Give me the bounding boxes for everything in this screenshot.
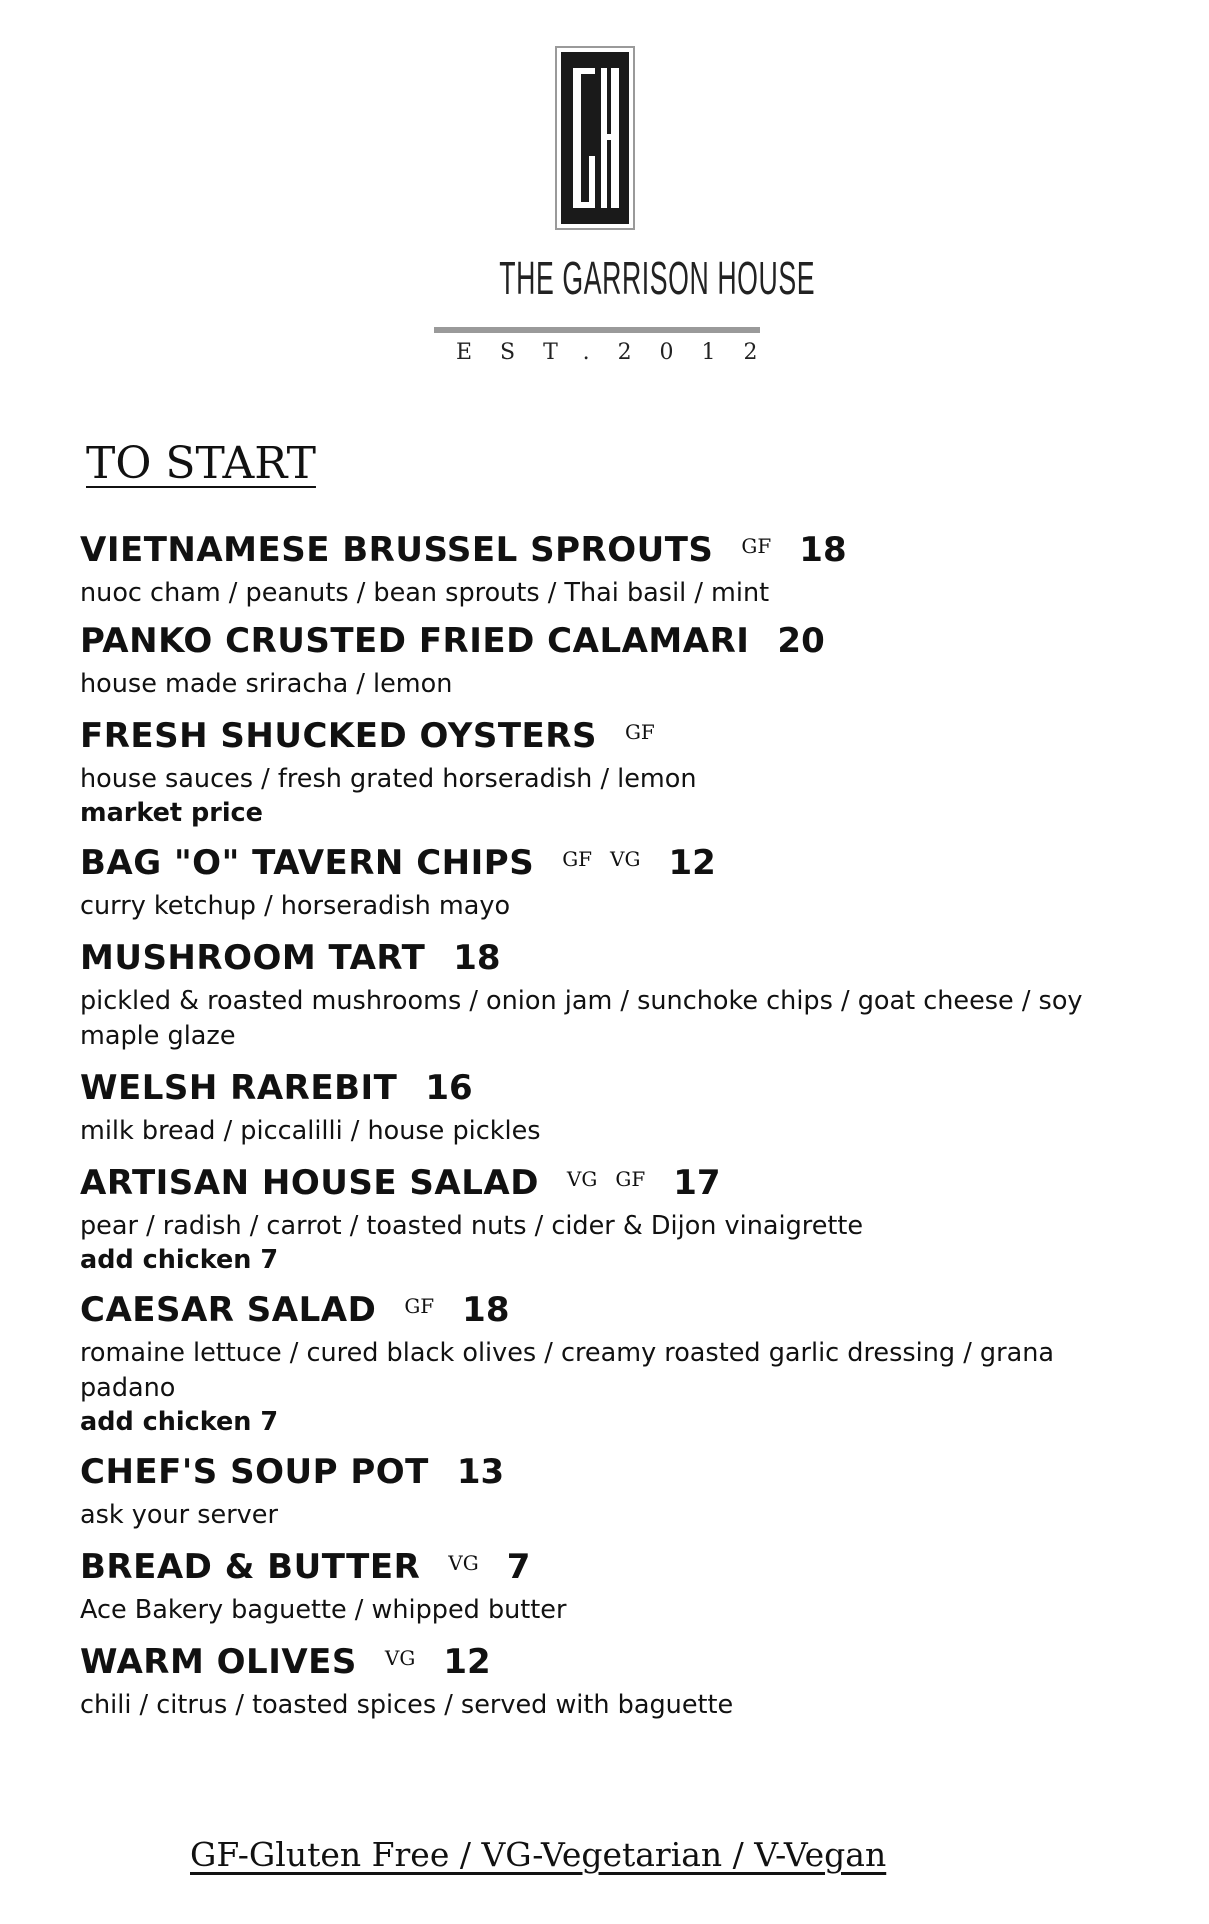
item-price: 17 xyxy=(673,1163,721,1203)
menu-item xyxy=(80,1452,1140,1533)
item-price: 18 xyxy=(799,530,847,570)
item-name: CAESAR SALAD xyxy=(80,1290,377,1330)
established-year: EST.2012 xyxy=(456,340,786,365)
menu-item xyxy=(80,1290,1140,1438)
dietary-tag: GF xyxy=(741,534,772,558)
dietary-tag: GF xyxy=(615,1167,646,1191)
dietary-tag: VG xyxy=(384,1646,416,1670)
item-description: romaine lettuce / cured black olives / creamy roasted garlic dressing / grana padano xyxy=(80,1338,1054,1403)
menu-item xyxy=(80,1068,1140,1149)
item-name: CHEF'S SOUP POT xyxy=(80,1452,429,1492)
menu-item xyxy=(80,843,1140,924)
item-price: 18 xyxy=(462,1290,510,1330)
logo-divider xyxy=(434,327,760,333)
menu-items xyxy=(80,530,1140,1723)
menu-item xyxy=(80,1163,1140,1276)
item-description: house sauces / fresh grated horseradish / lemon xyxy=(80,764,697,794)
menu-item xyxy=(80,530,1140,611)
menu-item xyxy=(80,716,1140,829)
item-description: chili / citrus / toasted spices / served with baguette xyxy=(80,1690,734,1720)
monogram-emblem xyxy=(555,46,635,230)
dietary-tag: GF xyxy=(404,1294,435,1318)
item-price: 7 xyxy=(506,1547,531,1587)
item-price: 12 xyxy=(443,1642,491,1682)
item-price: 20 xyxy=(777,621,825,661)
menu-item xyxy=(80,938,1140,1054)
item-name: BREAD & BUTTER xyxy=(80,1547,421,1587)
item-price: 12 xyxy=(668,843,716,883)
item-name: BAG "O" TAVERN CHIPS xyxy=(80,843,535,883)
dietary-tag: VG xyxy=(448,1551,479,1575)
item-description: Ace Bakery baguette / whipped butter xyxy=(80,1595,567,1625)
dietary-tag: VG xyxy=(566,1167,598,1191)
menu-item xyxy=(80,621,1140,702)
menu-item xyxy=(80,1547,1140,1628)
item-description: pear / radish / carrot / toasted nuts / cider & Dijon vinaigrette xyxy=(80,1211,864,1241)
item-name: WELSH RAREBIT xyxy=(80,1068,398,1108)
item-extra: add chicken 7 xyxy=(80,1407,279,1437)
dietary-tag: VG xyxy=(610,847,641,871)
item-price: 16 xyxy=(425,1068,473,1108)
item-name: WARM OLIVES xyxy=(80,1642,357,1682)
item-description: ask your server xyxy=(80,1500,278,1530)
dietary-legend: GF-Gluten Free / VG-Vegetarian / V-Vegan xyxy=(190,1835,887,1874)
item-description: pickled & roasted mushrooms / onion jam / sunchoke chips / goat cheese / soy maple glaze xyxy=(80,986,1083,1051)
item-description: curry ketchup / horseradish mayo xyxy=(80,891,511,921)
item-name: PANKO CRUSTED FRIED CALAMARI xyxy=(80,621,750,661)
item-name: FRESH SHUCKED OYSTERS xyxy=(80,716,597,756)
item-description: house made sriracha / lemon xyxy=(80,669,453,699)
restaurant-name: THE GARRISON HOUSE xyxy=(499,252,816,304)
item-extra: market price xyxy=(80,798,263,828)
item-description: milk bread / piccalilli / house pickles xyxy=(80,1116,541,1146)
item-extra: add chicken 7 xyxy=(80,1245,279,1275)
dietary-tag: GF xyxy=(624,720,655,744)
item-description: nuoc cham / peanuts / bean sprouts / Thai basil / mint xyxy=(80,578,770,608)
menu-item xyxy=(80,1642,1140,1723)
dietary-tag: GF xyxy=(562,847,593,871)
item-price: 13 xyxy=(456,1452,505,1492)
section-title: TO START xyxy=(86,438,316,489)
restaurant-logo xyxy=(430,46,816,376)
item-price: 18 xyxy=(453,938,501,978)
item-name: VIETNAMESE BRUSSEL SPROUTS xyxy=(80,530,714,570)
item-name: MUSHROOM TART xyxy=(80,938,426,978)
item-name: ARTISAN HOUSE SALAD xyxy=(80,1163,539,1203)
